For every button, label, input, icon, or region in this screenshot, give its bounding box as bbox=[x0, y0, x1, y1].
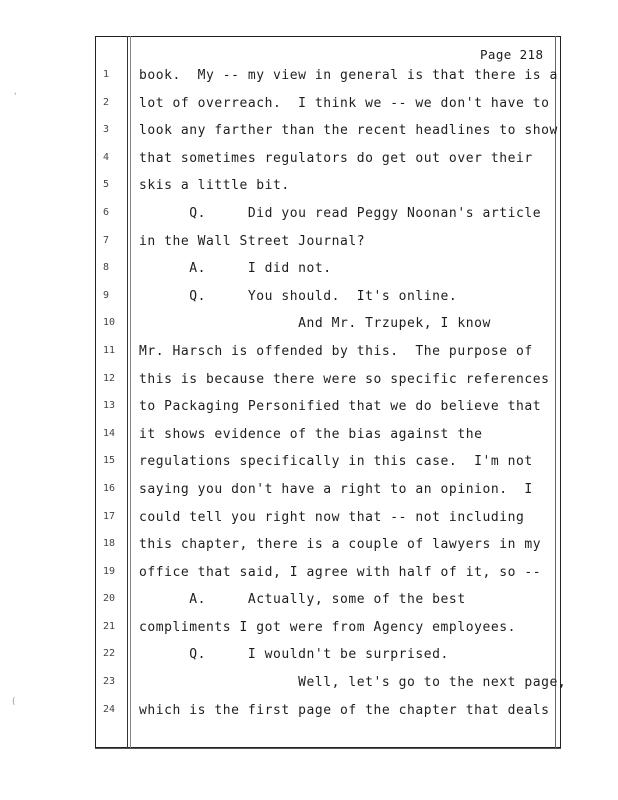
line-number: 12 bbox=[103, 372, 116, 384]
line-text: And Mr. Trzupek, I know bbox=[139, 316, 491, 332]
line-text: office that said, I agree with half of it, so -- bbox=[139, 564, 542, 580]
line-number: 1 bbox=[103, 69, 110, 80]
line-number: 3 bbox=[103, 124, 110, 136]
transcript-line bbox=[0, 504, 618, 532]
line-number: 18 bbox=[103, 538, 116, 550]
line-number: 7 bbox=[103, 234, 110, 246]
line-number: 10 bbox=[103, 317, 116, 329]
transcript-line bbox=[0, 669, 618, 697]
transcript-line bbox=[0, 641, 618, 669]
transcript-line bbox=[0, 283, 618, 311]
transcript-line bbox=[0, 614, 618, 642]
transcript-line bbox=[0, 393, 618, 421]
line-number: 22 bbox=[103, 648, 116, 660]
line-text: skis a little bit. bbox=[139, 178, 290, 194]
line-number: 4 bbox=[103, 151, 110, 163]
line-number: 20 bbox=[103, 593, 116, 605]
line-text: it shows evidence of the bias against the bbox=[139, 426, 483, 442]
line-text: regulations specifically in this case. I'm not bbox=[139, 454, 533, 470]
line-number: 13 bbox=[103, 400, 116, 412]
line-text: Q. You should. It's online. bbox=[139, 288, 458, 304]
transcript-line bbox=[0, 117, 618, 145]
transcript-line bbox=[0, 310, 618, 338]
scan-speck: ( bbox=[12, 697, 16, 707]
transcript-line bbox=[0, 421, 618, 449]
line-number: 2 bbox=[103, 96, 110, 108]
transcript-line bbox=[0, 62, 618, 90]
line-number: 5 bbox=[103, 179, 110, 191]
transcript-line bbox=[0, 90, 618, 118]
line-text: Q. I wouldn't be surprised. bbox=[139, 647, 449, 663]
line-number: 16 bbox=[103, 482, 116, 494]
line-number: 8 bbox=[103, 262, 110, 274]
line-number: 6 bbox=[103, 206, 110, 218]
scan-speck: ' bbox=[14, 92, 17, 102]
line-number: 9 bbox=[103, 289, 110, 301]
transcript-line bbox=[0, 172, 618, 200]
bottom-rule bbox=[95, 748, 561, 749]
line-text: this is because there were so specific references bbox=[139, 371, 550, 387]
line-text: that sometimes regulators do get out over their bbox=[139, 150, 533, 166]
line-text: book. My -- my view in general is that there is a bbox=[139, 68, 558, 83]
line-number: 15 bbox=[103, 455, 116, 467]
line-number: 23 bbox=[103, 676, 116, 688]
line-text: look any farther than the recent headlines to show bbox=[139, 123, 558, 139]
transcript-line bbox=[0, 697, 618, 725]
transcript-line bbox=[0, 448, 618, 476]
line-text: Q. Did you read Peggy Noonan's article bbox=[139, 205, 542, 221]
line-number: 21 bbox=[103, 620, 116, 632]
transcript-line bbox=[0, 586, 618, 614]
transcript-line bbox=[0, 559, 618, 587]
line-text: to Packaging Personified that we do believe that bbox=[139, 399, 542, 415]
transcript-line bbox=[0, 255, 618, 283]
transcript-line bbox=[0, 476, 618, 504]
transcript-line bbox=[0, 366, 618, 394]
line-text: Mr. Harsch is offended by this. The purpose of bbox=[139, 343, 533, 359]
transcript-body bbox=[0, 62, 618, 724]
line-number: 14 bbox=[103, 427, 116, 439]
line-text: A. Actually, some of the best bbox=[139, 592, 466, 608]
transcript-line bbox=[0, 145, 618, 173]
transcript-line bbox=[0, 228, 618, 256]
line-text: which is the first page of the chapter that deals bbox=[139, 702, 550, 718]
line-text: compliments I got were from Agency employees. bbox=[139, 619, 516, 635]
line-number: 19 bbox=[103, 565, 116, 577]
line-text: this chapter, there is a couple of lawyers in my bbox=[139, 537, 542, 553]
line-text: lot of overreach. I think we -- we don't have to bbox=[139, 95, 550, 111]
line-number: 17 bbox=[103, 510, 116, 522]
line-text: could tell you right now that -- not including bbox=[139, 509, 525, 525]
line-text: A. I did not. bbox=[139, 261, 332, 277]
line-number: 11 bbox=[103, 344, 116, 356]
transcript-line bbox=[0, 531, 618, 559]
line-text: in the Wall Street Journal? bbox=[139, 233, 366, 249]
line-number: 24 bbox=[103, 703, 116, 715]
transcript-line bbox=[0, 338, 618, 366]
line-text: Well, let's go to the next page, bbox=[139, 675, 567, 691]
page-number-header: Page 218 bbox=[480, 47, 544, 62]
transcript-line bbox=[0, 200, 618, 228]
line-text: saying you don't have a right to an opinion. I bbox=[139, 481, 533, 497]
